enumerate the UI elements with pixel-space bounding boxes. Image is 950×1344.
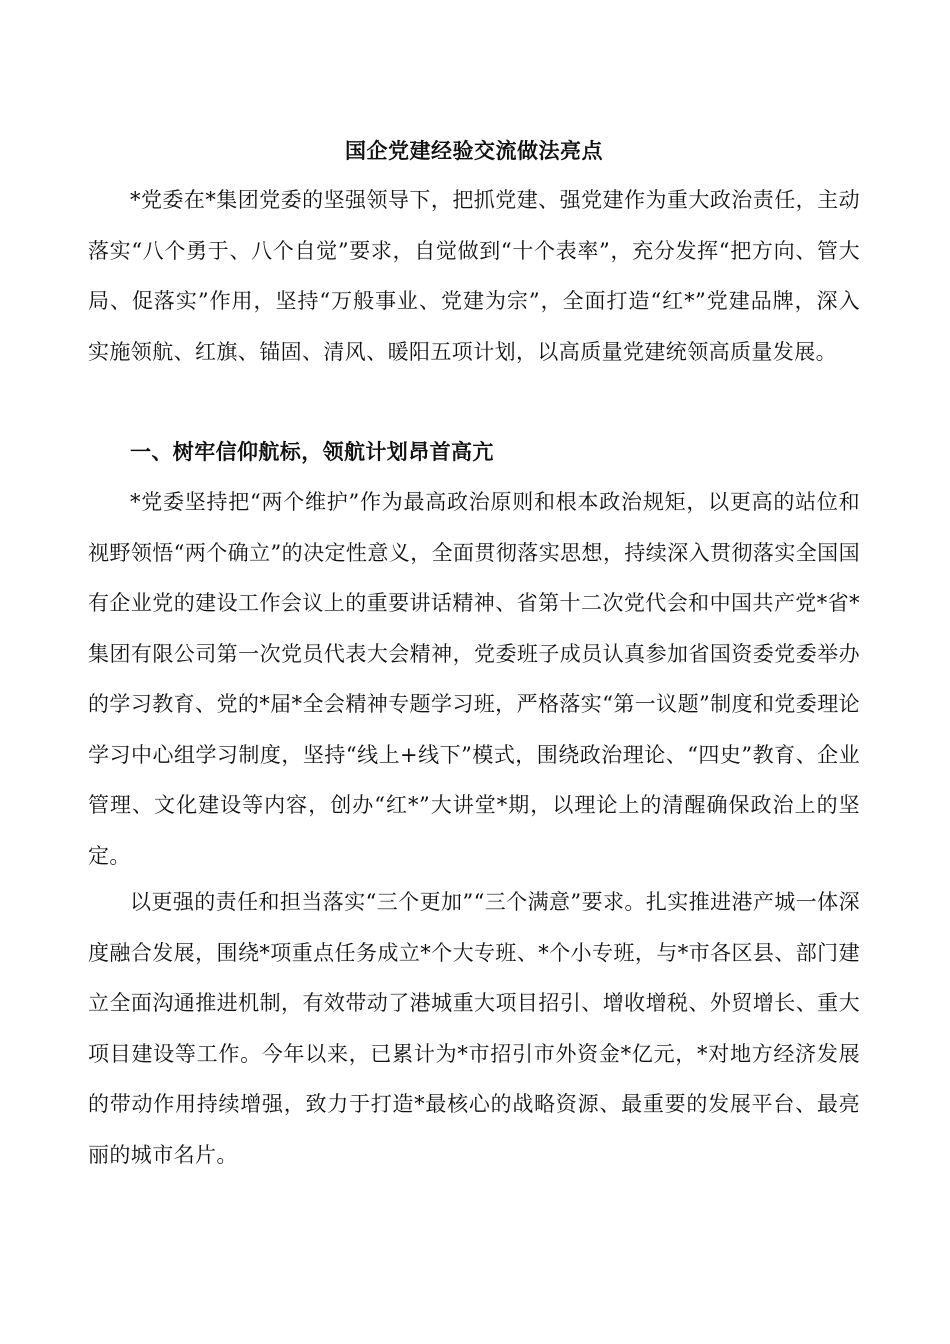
paragraph-intro: *党委在*集团党委的坚强领导下，把抓党建、强党建作为重大政治责任，主动落实“八个勇于、八个自觉”要求，自觉做到“十个表率”，充分发挥“把方向、管大局、促落实”作用，坚持“万般事业、党建为宗”，全面打造“红*”党建品牌，深入实施领航、红旗、锚固、清风、暖阳五项计划，以高质量党建统领高质量发展。 <box>88 188 860 364</box>
paragraph-responsibility: 以更强的责任和担当落实“三个更加”“三个满意”要求。扎实推进港产城一体深度融合发展，围绕*项重点任务成立*个大专班、*个小专班，与*市各区县、部门建立全面沟通推进机制，有效带动了港城重大项目招引、增收增税、外贸增长、重大项目建设等工作。今年以来，已累计为*市招引市外资金*亿元，*对地方经济发展的带动作用持续增强，致力于打造*最核心的战略资源、最重要的发展平台、最亮丽的城市名片。 <box>88 890 860 1167</box>
section-heading: 一、树牢信仰航标，领航计划昂首高亢 <box>130 439 494 464</box>
document-title: 国企党建经验交流做法亮点 <box>345 138 603 163</box>
document-page <box>88 0 860 1344</box>
paragraph-section-body: *党委坚持把“两个维护”作为最高政治原则和根本政治规矩，以更高的站位和视野领悟“两个确立”的决定性意义，全面贯彻落实思想，持续深入贯彻落实全国国有企业党的建设工作会议上的重要讲话精神、省第十二次党代会和中国共产党*省*集团有限公司第一次党员代表大会精神，党委班子成员认真参加省国资委党委举办的学习教育、党的*届*全会精神专题学习班，严格落实“第一议题”制度和党委理论学习中心组学习制度，坚持“线上+线下”模式，围绕政治理论、“四史”教育、企业管理、文化建设等内容，创办“红*”大讲堂*期，以理论上的清醒确保政治上的坚定。 <box>88 490 860 868</box>
